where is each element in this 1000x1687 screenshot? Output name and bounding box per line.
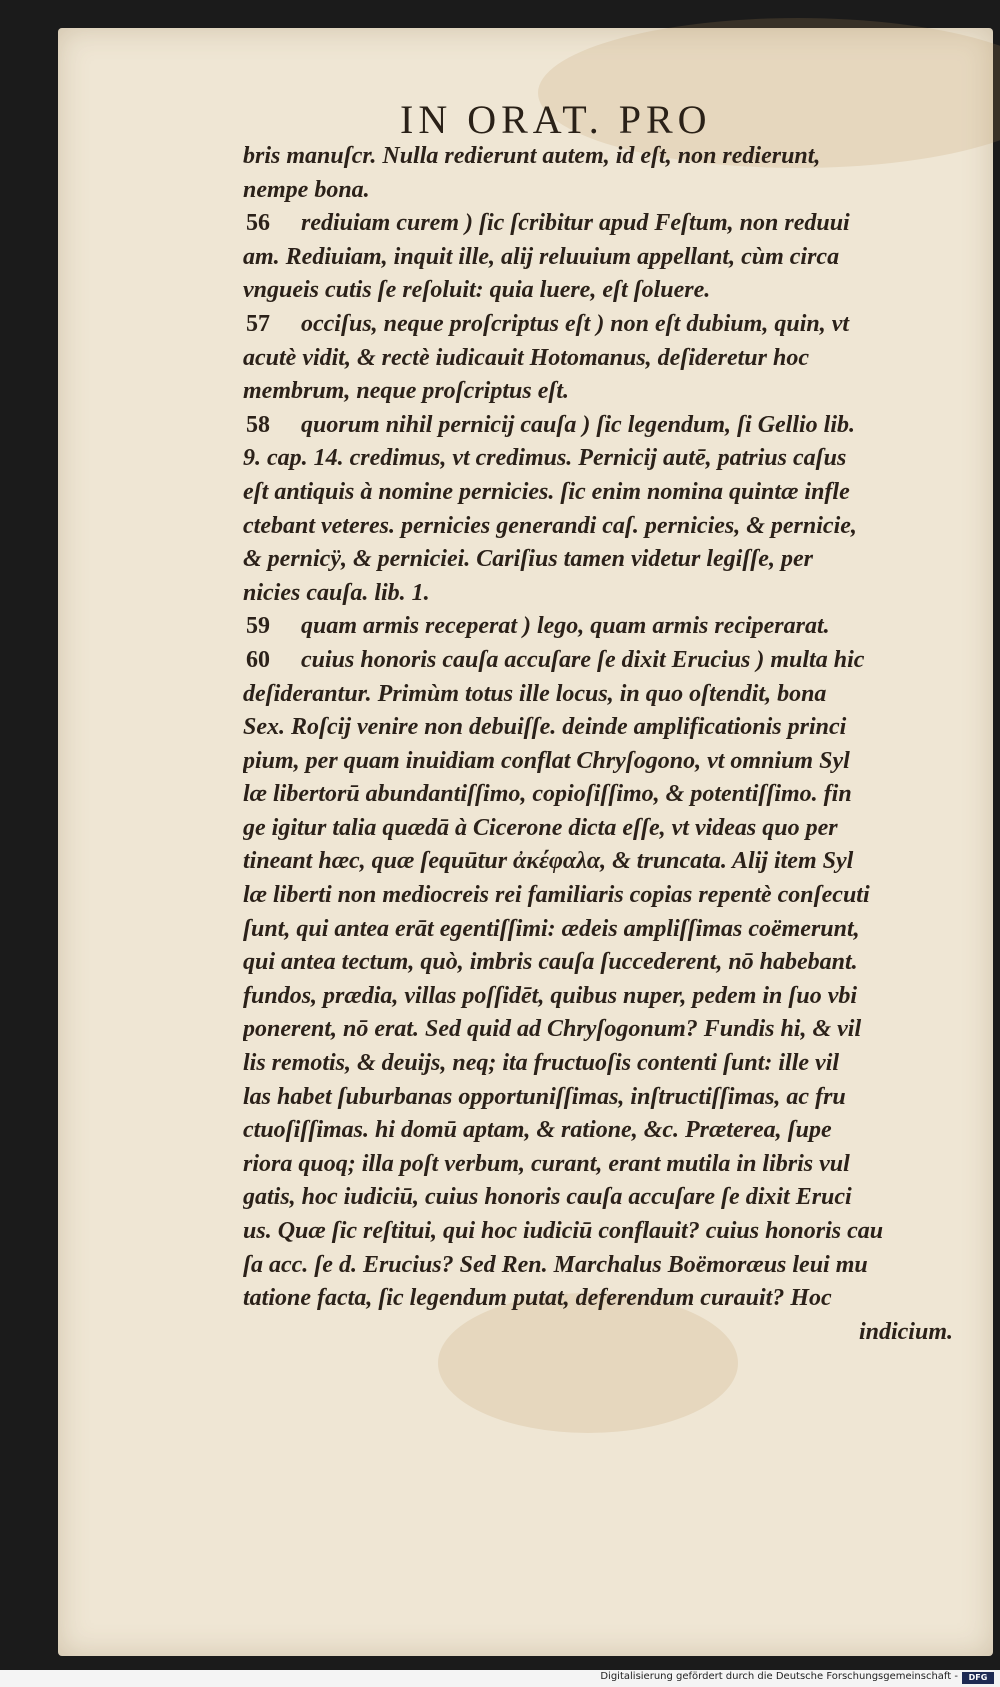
- text-line: [243, 174, 963, 208]
- note-number: 60: [246, 646, 270, 673]
- text-line: [243, 678, 963, 712]
- text-line: [243, 980, 963, 1014]
- text-line: [243, 274, 963, 308]
- line-text: acutè vidit, & rectè iudicauit Hotomanus, deſideretur hoc: [243, 344, 809, 371]
- text-line: [243, 308, 963, 342]
- text-line: [243, 644, 963, 678]
- note-number: 58: [246, 411, 270, 438]
- line-text: 9. cap. 14. credimus, vt credimus. Pernicij autē, patrius caſus: [243, 445, 847, 472]
- line-text: rediuiam curem ) ſic ſcribitur apud Feſtum, non reduui: [301, 210, 850, 237]
- line-text: læ libertorū abundantiſſimo, copioſiſſimo, & potentiſſimo. fin: [243, 781, 852, 808]
- line-text: deſiderantur. Primùm totus ille locus, in quo oſtendit, bona: [243, 680, 827, 707]
- line-text: am. Rediuiam, inquit ille, alij reluuium appellant, cùm circa: [243, 243, 840, 270]
- commentary-text: [243, 140, 963, 1349]
- text-line: [243, 1249, 963, 1283]
- line-text: Sex. Roſcij venire non debuiſſe. deinde amplificationis princi: [243, 714, 847, 741]
- text-line: [243, 879, 963, 913]
- line-text: pium, per quam inuidiam conflat Chryſogono, vt omnium Syl: [243, 747, 850, 774]
- dfg-logo: DFG: [962, 1672, 994, 1684]
- text-line: [243, 442, 963, 476]
- line-text: bris manuſcr. Nulla redierunt autem, id eſt, non redierunt,: [243, 143, 821, 169]
- text-line: [243, 1215, 963, 1249]
- line-text: & pernicÿ, & perniciei. Cariſius tamen videtur legiſſe, per: [243, 546, 813, 573]
- text-line: [243, 577, 963, 611]
- text-line: [243, 610, 963, 644]
- text-line: [243, 1148, 963, 1182]
- text-line: [243, 1013, 963, 1047]
- line-text: quorum nihil pernicij cauſa ) ſic legendum, ſi Gellio lib.: [301, 411, 856, 438]
- text-line: [243, 140, 963, 174]
- text-line: [243, 1282, 963, 1316]
- text-line: [243, 241, 963, 275]
- line-text: cuius honoris cauſa accuſare ſe dixit Erucius ) multa hic: [301, 646, 865, 673]
- line-text: fundos, prædia, villas poſſidēt, quibus nuper, pedem in ſuo vbi: [243, 982, 858, 1009]
- line-text: las habet ſuburbanas opportuniſſimas, inſtructiſſimas, ac fru: [243, 1083, 846, 1110]
- line-text: tatione facta, ſic legendum putat, deferendum curauit? Hoc: [243, 1285, 832, 1312]
- line-text: ctuoſiſſimas. hi domū aptam, & ratione, &c. Præterea, ſupe: [243, 1117, 832, 1144]
- line-text: nempe bona.: [243, 176, 370, 203]
- line-text: us. Quæ ſic reſtitui, qui hoc iudiciū conflauit? cuius honoris cau: [243, 1218, 884, 1244]
- line-text: ſa acc. ſe d. Erucius? Sed Ren. Marchalus Boëmoræus leui mu: [243, 1251, 868, 1278]
- note-number: 59: [246, 613, 270, 640]
- line-text: nicies cauſa. lib. 1.: [243, 579, 430, 606]
- text-line: [243, 476, 963, 510]
- text-line: [243, 812, 963, 846]
- line-text: ponerent, nō erat. Sed quid ad Chryſogonum? Fundis hi, & vil: [243, 1016, 862, 1043]
- digitization-footer: [0, 1670, 1000, 1687]
- line-text: eſt antiquis à nomine pernicies. ſic enim nomina quintæ infle: [243, 478, 850, 505]
- text-line: [243, 207, 963, 241]
- line-text: gatis, hoc iudiciū, cuius honoris cauſa accuſare ſe dixit Eruci: [243, 1184, 852, 1211]
- line-text: vngueis cutis ſe reſoluit: quia luere, eſt ſoluere.: [243, 277, 711, 304]
- line-text: qui antea tectum, quò, imbris cauſa ſuccederent, nō habebant.: [243, 949, 858, 976]
- text-line: [243, 745, 963, 779]
- footer-credit: Digitalisierung gefördert durch die Deutsche Forschungsgemeinschaft -: [600, 1671, 958, 1682]
- line-text: ge igitur talia quædā à Cicerone dicta eſſe, vt videas quo per: [243, 814, 838, 841]
- line-text: indicium.: [858, 1318, 953, 1345]
- text-line: [243, 409, 963, 443]
- text-line: [243, 1047, 963, 1081]
- line-text: ſunt, qui antea erāt egentiſſimi: ædeis ampliſſimas coëmerunt,: [243, 915, 860, 942]
- text-line: [243, 778, 963, 812]
- line-text: occiſus, neque proſcriptus eſt ) non eſt dubium, quin, vt: [301, 310, 850, 337]
- text-line: [243, 913, 963, 947]
- line-text: tineant hæc, quæ ſequūtur ἀκέφαλα, & truncata. Alij item Syl: [243, 848, 854, 875]
- text-line: [243, 1114, 963, 1148]
- text-line: [243, 1181, 963, 1215]
- line-text: riora quoq; illa poſt verbum, curant, erant mutila in libris vul: [243, 1150, 850, 1177]
- text-line: [243, 375, 963, 409]
- line-text: læ liberti non mediocreis rei familiaris copias repentè conſecuti: [243, 882, 870, 909]
- text-line: [243, 342, 963, 376]
- line-text: membrum, neque proſcriptus eſt.: [243, 378, 570, 405]
- note-number: 57: [246, 310, 270, 337]
- note-number: 56: [246, 210, 270, 237]
- running-head: IN ORAT. PRO: [400, 97, 712, 142]
- text-line: [243, 946, 963, 980]
- text-line: [243, 845, 963, 879]
- text-line: [243, 1316, 963, 1350]
- line-text: ctebant veteres. pernicies generandi caſ. pernicies, & pernicie,: [243, 512, 857, 539]
- text-line: [243, 711, 963, 745]
- line-text: quam armis receperat ) lego, quam armis reciperarat.: [301, 613, 830, 640]
- line-text: lis remotis, & deuijs, neq; ita fructuoſis contenti ſunt: ille vil: [243, 1050, 840, 1077]
- text-line: [243, 543, 963, 577]
- text-line: [243, 510, 963, 544]
- text-line: [243, 1081, 963, 1115]
